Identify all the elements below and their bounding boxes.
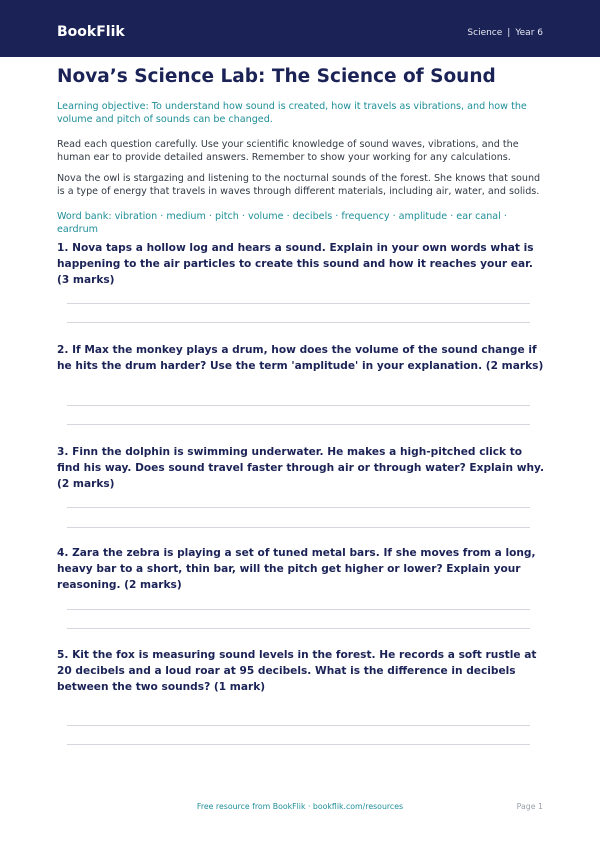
instructions-text: Read each question carefully. Use your scientific knowledge of sound waves, vibrations, and the human ear to provide detailed answers. Remember to show your working for any calculations. — [57, 139, 519, 163]
answer-line[interactable] — [67, 405, 530, 406]
answer-line[interactable] — [67, 303, 530, 304]
intro-text: Nova the owl is stargazing and listening to the nocturnal sounds of the forest. She knows that sound is a type of energy that travels in waves through different materials, including air, water, and solids. — [57, 173, 541, 197]
answer-line[interactable] — [67, 628, 530, 629]
answer-line[interactable] — [67, 744, 530, 745]
answer-line[interactable] — [67, 609, 530, 610]
question-1: 1. Nova taps a hollow log and hears a sound. Explain in your own words what is happening to the air particles to create this sound and how it reaches your ear. (3 marks) — [57, 242, 534, 286]
subject-label: Science — [467, 28, 503, 38]
word-bank: Word bank: vibration · medium · pitch · volume · decibels · frequency · amplitude · ear canal · eardrum — [57, 211, 507, 235]
page-number: Page 1 — [516, 802, 543, 811]
footer-credit: Free resource from BookFlik · bookflik.com/resources — [196, 802, 404, 811]
answer-line[interactable] — [67, 322, 530, 323]
question-2: 2. If Max the monkey plays a drum, how does the volume of the sound change if he hits the drum harder? Use the term 'amplitude' in your explanation. (2 marks) — [57, 344, 544, 372]
header-bar — [0, 0, 600, 57]
question-5: 5. Kit the fox is measuring sound levels in the forest. He records a soft rustle at 20 decibels and a loud roar at 95 decibels. What is the difference in decibels between the two sounds? (1 mark) — [57, 649, 537, 693]
brand-logo-text: BookFlik — [57, 24, 125, 40]
separator: | — [507, 28, 511, 38]
subject-year-label — [467, 27, 543, 39]
answer-line[interactable] — [67, 725, 530, 726]
year-label: Year 6 — [515, 28, 543, 38]
answer-line[interactable] — [67, 527, 530, 528]
learning-objective: Learning objective: To understand how sound is created, how it travels as vibrations, and how the volume and pitch of sounds can be changed. — [57, 101, 527, 125]
question-3: 3. Finn the dolphin is swimming underwater. He makes a high-pitched click to find his way. Does sound travel faster through air or through water? Explain why. (2 marks) — [57, 446, 544, 490]
answer-line[interactable] — [67, 507, 530, 508]
page-title: Nova’s Science Lab: The Science of Sound — [57, 66, 496, 87]
question-4: 4. Zara the zebra is playing a set of tuned metal bars. If she moves from a long, heavy bar to a short, thin bar, will the pitch get higher or lower? Explain your reasoning. (2 marks) — [57, 547, 536, 591]
answer-line[interactable] — [67, 424, 530, 425]
